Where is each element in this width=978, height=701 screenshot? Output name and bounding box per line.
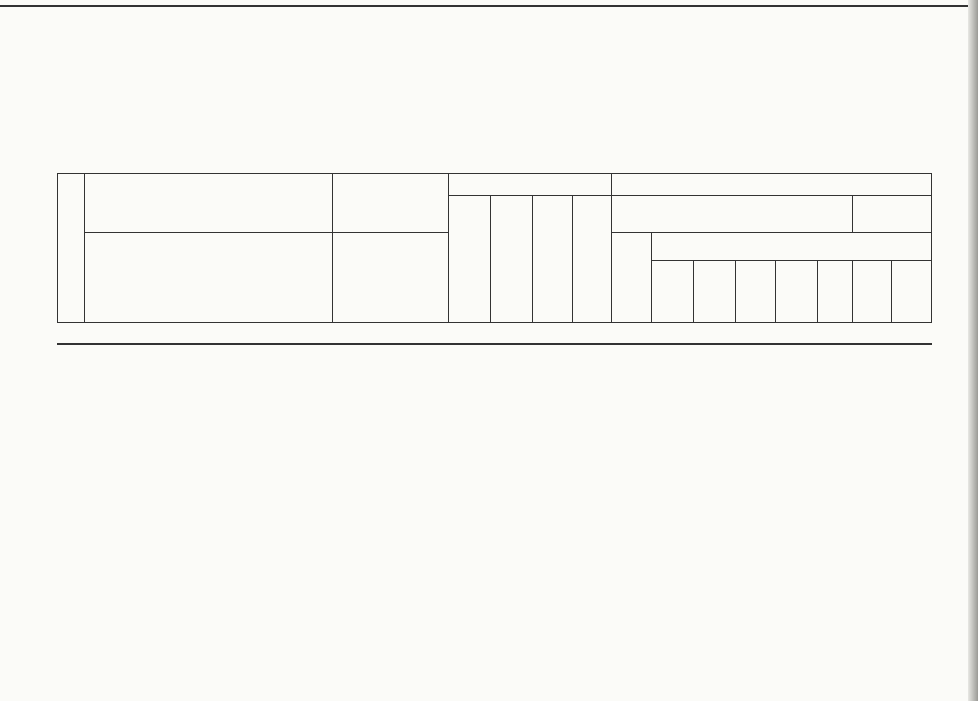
header-tralek bbox=[611, 233, 651, 323]
header-slupki-0 bbox=[652, 261, 694, 323]
top-rule bbox=[0, 5, 978, 7]
header-literowe bbox=[392, 344, 449, 345]
header-symbole bbox=[85, 233, 333, 323]
header-cokol-1 bbox=[491, 196, 532, 323]
header-wyszczegolnienie bbox=[85, 174, 333, 233]
header-cokol-2 bbox=[532, 196, 572, 323]
header-lp bbox=[58, 174, 85, 323]
header-cokol bbox=[448, 174, 611, 196]
header-cokol-0 bbox=[448, 196, 490, 323]
header-okladzina-slupkow bbox=[853, 196, 932, 233]
header-slupki-3 bbox=[776, 261, 817, 323]
norms-table-body bbox=[57, 343, 932, 345]
page-edge-shadow bbox=[968, 0, 978, 701]
header-slupki-2 bbox=[735, 261, 775, 323]
header-okladzina-tla bbox=[611, 196, 852, 233]
header-lp-cont bbox=[58, 344, 85, 345]
header-slupki bbox=[652, 233, 932, 261]
header-wypelnienie bbox=[611, 174, 931, 196]
header-na1m bbox=[448, 344, 611, 345]
header-cyfrowe bbox=[332, 344, 392, 345]
header-na1szt bbox=[611, 344, 931, 345]
header-jednostki-cont bbox=[332, 233, 448, 323]
header-slupki-4 bbox=[817, 261, 852, 323]
header-symbole-cont bbox=[85, 344, 158, 345]
header-okl-slup-0 bbox=[853, 261, 892, 323]
header-okl-slup-1 bbox=[892, 261, 932, 323]
header-cokol-3 bbox=[573, 196, 611, 323]
norms-table bbox=[57, 173, 932, 323]
header-jednostki bbox=[332, 174, 448, 233]
header-robotnicy bbox=[158, 344, 333, 345]
header-slupki-1 bbox=[694, 261, 735, 323]
